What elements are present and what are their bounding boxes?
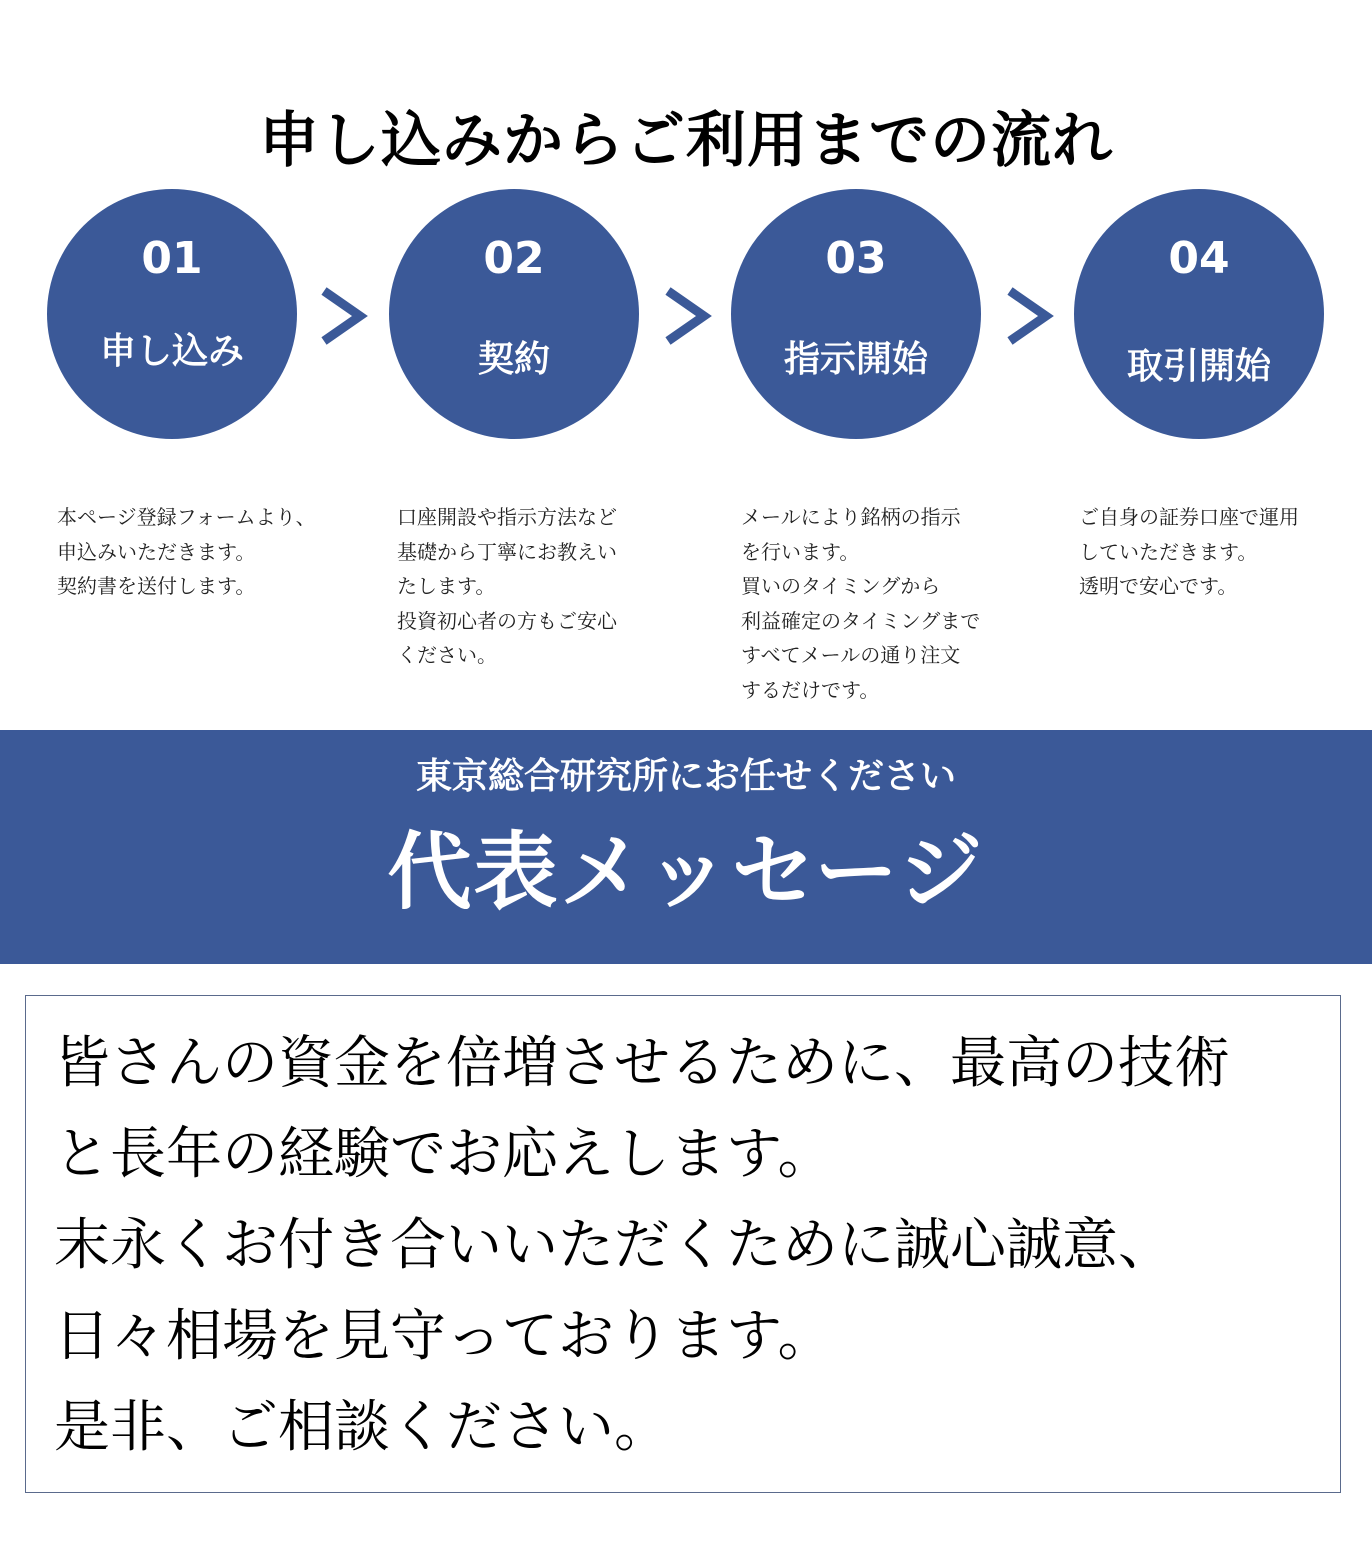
banner-title: 代表メッセージ: [387, 823, 985, 921]
description-line: 投資初心者の方もご安心: [397, 608, 617, 633]
description-line: 基礎から丁寧にお教えい: [397, 539, 617, 564]
description-line: 申込みいただきます。: [57, 539, 256, 564]
step-label: 契約: [477, 339, 550, 380]
banner-subtitle: 東京総合研究所にお任せください: [415, 756, 956, 797]
step-description-02: [397, 500, 687, 673]
description-line: メールにより銘柄の指示: [741, 505, 961, 529]
message-text: [54, 1018, 1324, 1473]
description-line: 契約書を送付します。: [57, 574, 256, 598]
description-line: するだけです。: [741, 677, 880, 702]
message-banner: [0, 730, 1372, 964]
description-line: 口座開設や指示方法など: [397, 505, 617, 529]
description-line: ご自身の証券口座で運用: [1079, 505, 1299, 529]
description-line: ください。: [397, 643, 497, 667]
description-line: を行います。: [741, 539, 860, 564]
step-circle-01: [47, 189, 297, 439]
description-line: 利益確定のタイミングまで: [741, 608, 981, 633]
step-circle-02: [389, 189, 639, 439]
message-line: 日々相場を見守っております。: [54, 1304, 834, 1369]
step-number: 01: [141, 233, 203, 284]
step-description-04: [1079, 500, 1369, 604]
step-number: 04: [1168, 233, 1230, 284]
chevron-right-icon: [316, 283, 376, 349]
step-description-01: [57, 500, 347, 604]
description-line: すべてメールの通り注文: [741, 643, 961, 667]
flow-title: 申し込みからご利用までの流れ: [259, 106, 1113, 177]
message-line: と長年の経験でお応えします。: [54, 1122, 834, 1187]
message-line: 皆さんの資金を倍増させるために、最高の技術: [54, 1031, 1230, 1096]
step-number: 02: [483, 233, 545, 284]
chevron-right-icon: [660, 283, 720, 349]
representative-message-box: [25, 995, 1341, 1493]
step-number: 03: [825, 233, 887, 284]
message-line: 是非、ご相談ください。: [54, 1395, 670, 1460]
chevron-right-icon: [1002, 283, 1062, 349]
step-label: 申し込み: [99, 331, 244, 372]
description-line: たします。: [397, 574, 496, 598]
step-circle-04: [1074, 189, 1324, 439]
description-line: 透明で安心です。: [1079, 574, 1238, 598]
step-description-03: [741, 500, 1031, 707]
step-label: 取引開始: [1126, 346, 1271, 387]
description-line: 本ページ登録フォームより、: [57, 505, 316, 529]
step-circle-03: [731, 189, 981, 439]
step-label: 指示開始: [783, 339, 928, 380]
message-line: 末永くお付き合いいただくために誠心誠意、: [54, 1213, 1174, 1278]
description-line: していただきます。: [1079, 539, 1258, 564]
description-line: 買いのタイミングから: [741, 574, 941, 598]
